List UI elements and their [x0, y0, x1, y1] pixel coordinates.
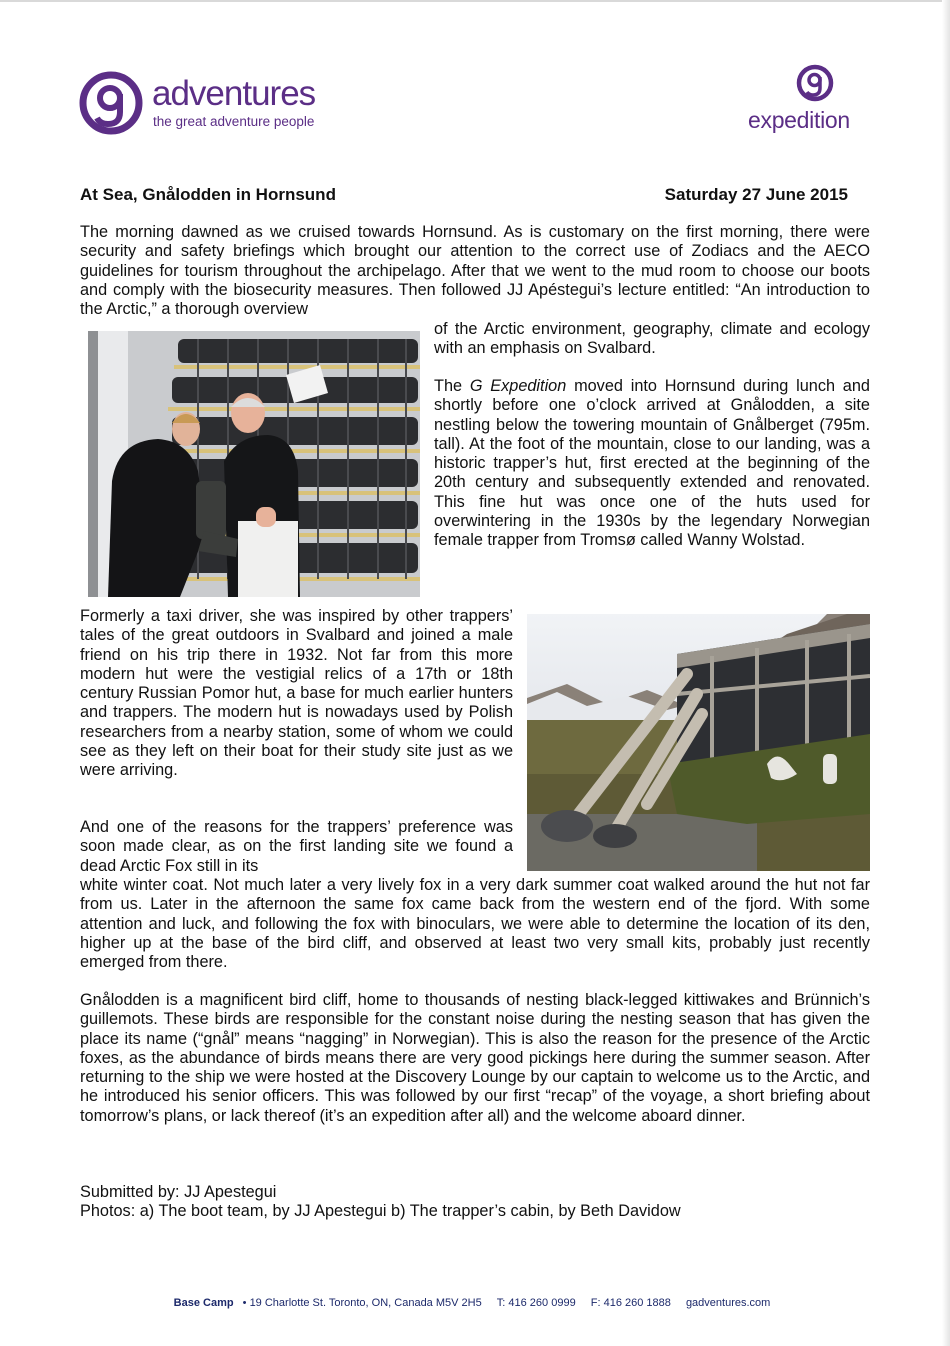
- p2-text-rest: moved into Hornsund during lunch and shortly before one o’clock arrived at Gnålodden, a site nestling below the towering mountain of Gnålberget (795m. tall). At the foot of the mountain, close to our landing, was a historic trapper’s hut, first erected at the beginning of the 20th century and subsequently extended and renovated. This fine hut was once one of the huts used for overwintering in the 1930s by the legendary Norwegian female trapper from Tromsø called Wanny Wolstad.: [434, 377, 870, 550]
- page-top-edge: [0, 0, 950, 2]
- report-date-heading: Saturday 27 June 2015: [664, 185, 848, 204]
- boot-team-photo: [88, 331, 420, 597]
- footer-phone: T: 416 260 0999: [496, 1297, 576, 1309]
- footer-address-bar: [0, 1297, 950, 1309]
- paragraph-morning-continued: of the Arctic environment, geography, climate and ecology with an emphasis on Svalbard.: [434, 320, 870, 358]
- g-adventures-logo: [78, 70, 358, 136]
- ship-name: G Expedition: [469, 377, 567, 395]
- g-expedition-logo: [748, 63, 888, 138]
- p2-text-start: The: [434, 377, 470, 395]
- report-location-heading: At Sea, Gnålodden in Hornsund: [80, 185, 336, 204]
- g-expedition-icon: [795, 63, 835, 103]
- footer-fax: F: 416 260 1888: [590, 1297, 671, 1309]
- trappers-cabin-photo: [527, 614, 870, 871]
- footer-address: • 19 Charlotte St. Toronto, ON, Canada M5V 2H5: [242, 1297, 482, 1309]
- paragraph-morning: The morning dawned as we cruised towards Hornsund. As is customary on the first morning, there were security and safety briefings which brought our attention to the correct use of Zodiacs and the AECO guidelines for tourism throughout the archipelago. After that we went to the mud room to choose our boots and comply with the biosecurity measures. Then followed JJ Apéstegui’s lecture entitled: “An introduction to the Arctic,” a thorough overview: [80, 223, 870, 319]
- footer-website[interactable]: gadventures.com: [685, 1297, 771, 1309]
- g-logo-icon: [78, 70, 144, 136]
- logo-tagline: the great adventure people: [153, 114, 315, 129]
- paragraph-fox-continued: white winter coat. Not much later a very lively fox in a very dark summer coat walked around the hut not far from us. Later in the afternoon the same fox came back from the western end of the fjord. With some attention and luck, and following the fox with binoculars, we were able to determine the location of its den, higher up at the base of the bird cliff, and observed at least two very small kits, probably just recently emerged from there.: [80, 876, 870, 972]
- paragraph-trapper: Formerly a taxi driver, she was inspired by other trappers’ tales of the great outdoors in Svalbard and joined a male friend on his trip there in 1932. Not far from this more modern hut were the vestigial relics of a 17th or 18th century Russian Pomor hut, a base for much earlier hunters and trappers. The modern hut is nowadays used by Polish researchers from a nearby station, some of whom we could see as they left on their boat for their study site just as we were arriving.: [80, 607, 513, 780]
- logo-wordmark: adventures: [152, 74, 316, 113]
- expedition-wordmark: expedition: [748, 107, 850, 133]
- paragraph-fox: And one of the reasons for the trappers’ preference was soon made clear, as on the first landing site we found a dead Arctic Fox still in its: [80, 818, 513, 875]
- photo-credits: Photos: a) The boot team, by JJ Apestegui b) The trapper’s cabin, by Beth Davidow: [80, 1202, 681, 1220]
- footer-base-camp: Base Camp: [173, 1297, 234, 1309]
- paragraph-bird-cliff: Gnålodden is a magnificent bird cliff, home to thousands of nesting black-legged kittiwakes and Brünnich’s guillemots. These birds are responsible for the constant noise during the nesting season that has given the place its name (“gnål” means “nagging” in Norwegian). This is also the reason for the presence of the Arctic foxes, as the abundance of birds means there are very good pickings here during the summer season. After returning to the ship we were hosted at the Discovery Lounge by our captain to welcome us to the Arctic, and he introduced his senior officers. This was followed by our first “recap” of the voyage, a short briefing about tomorrow’s plans, or lack thereof (it’s an expedition after all) and the welcome aboard dinner.: [80, 991, 870, 1125]
- paragraph-gnalodden: [434, 377, 870, 551]
- page-right-edge: [942, 0, 950, 1346]
- submitted-by: Submitted by: JJ Apestegui: [80, 1183, 277, 1201]
